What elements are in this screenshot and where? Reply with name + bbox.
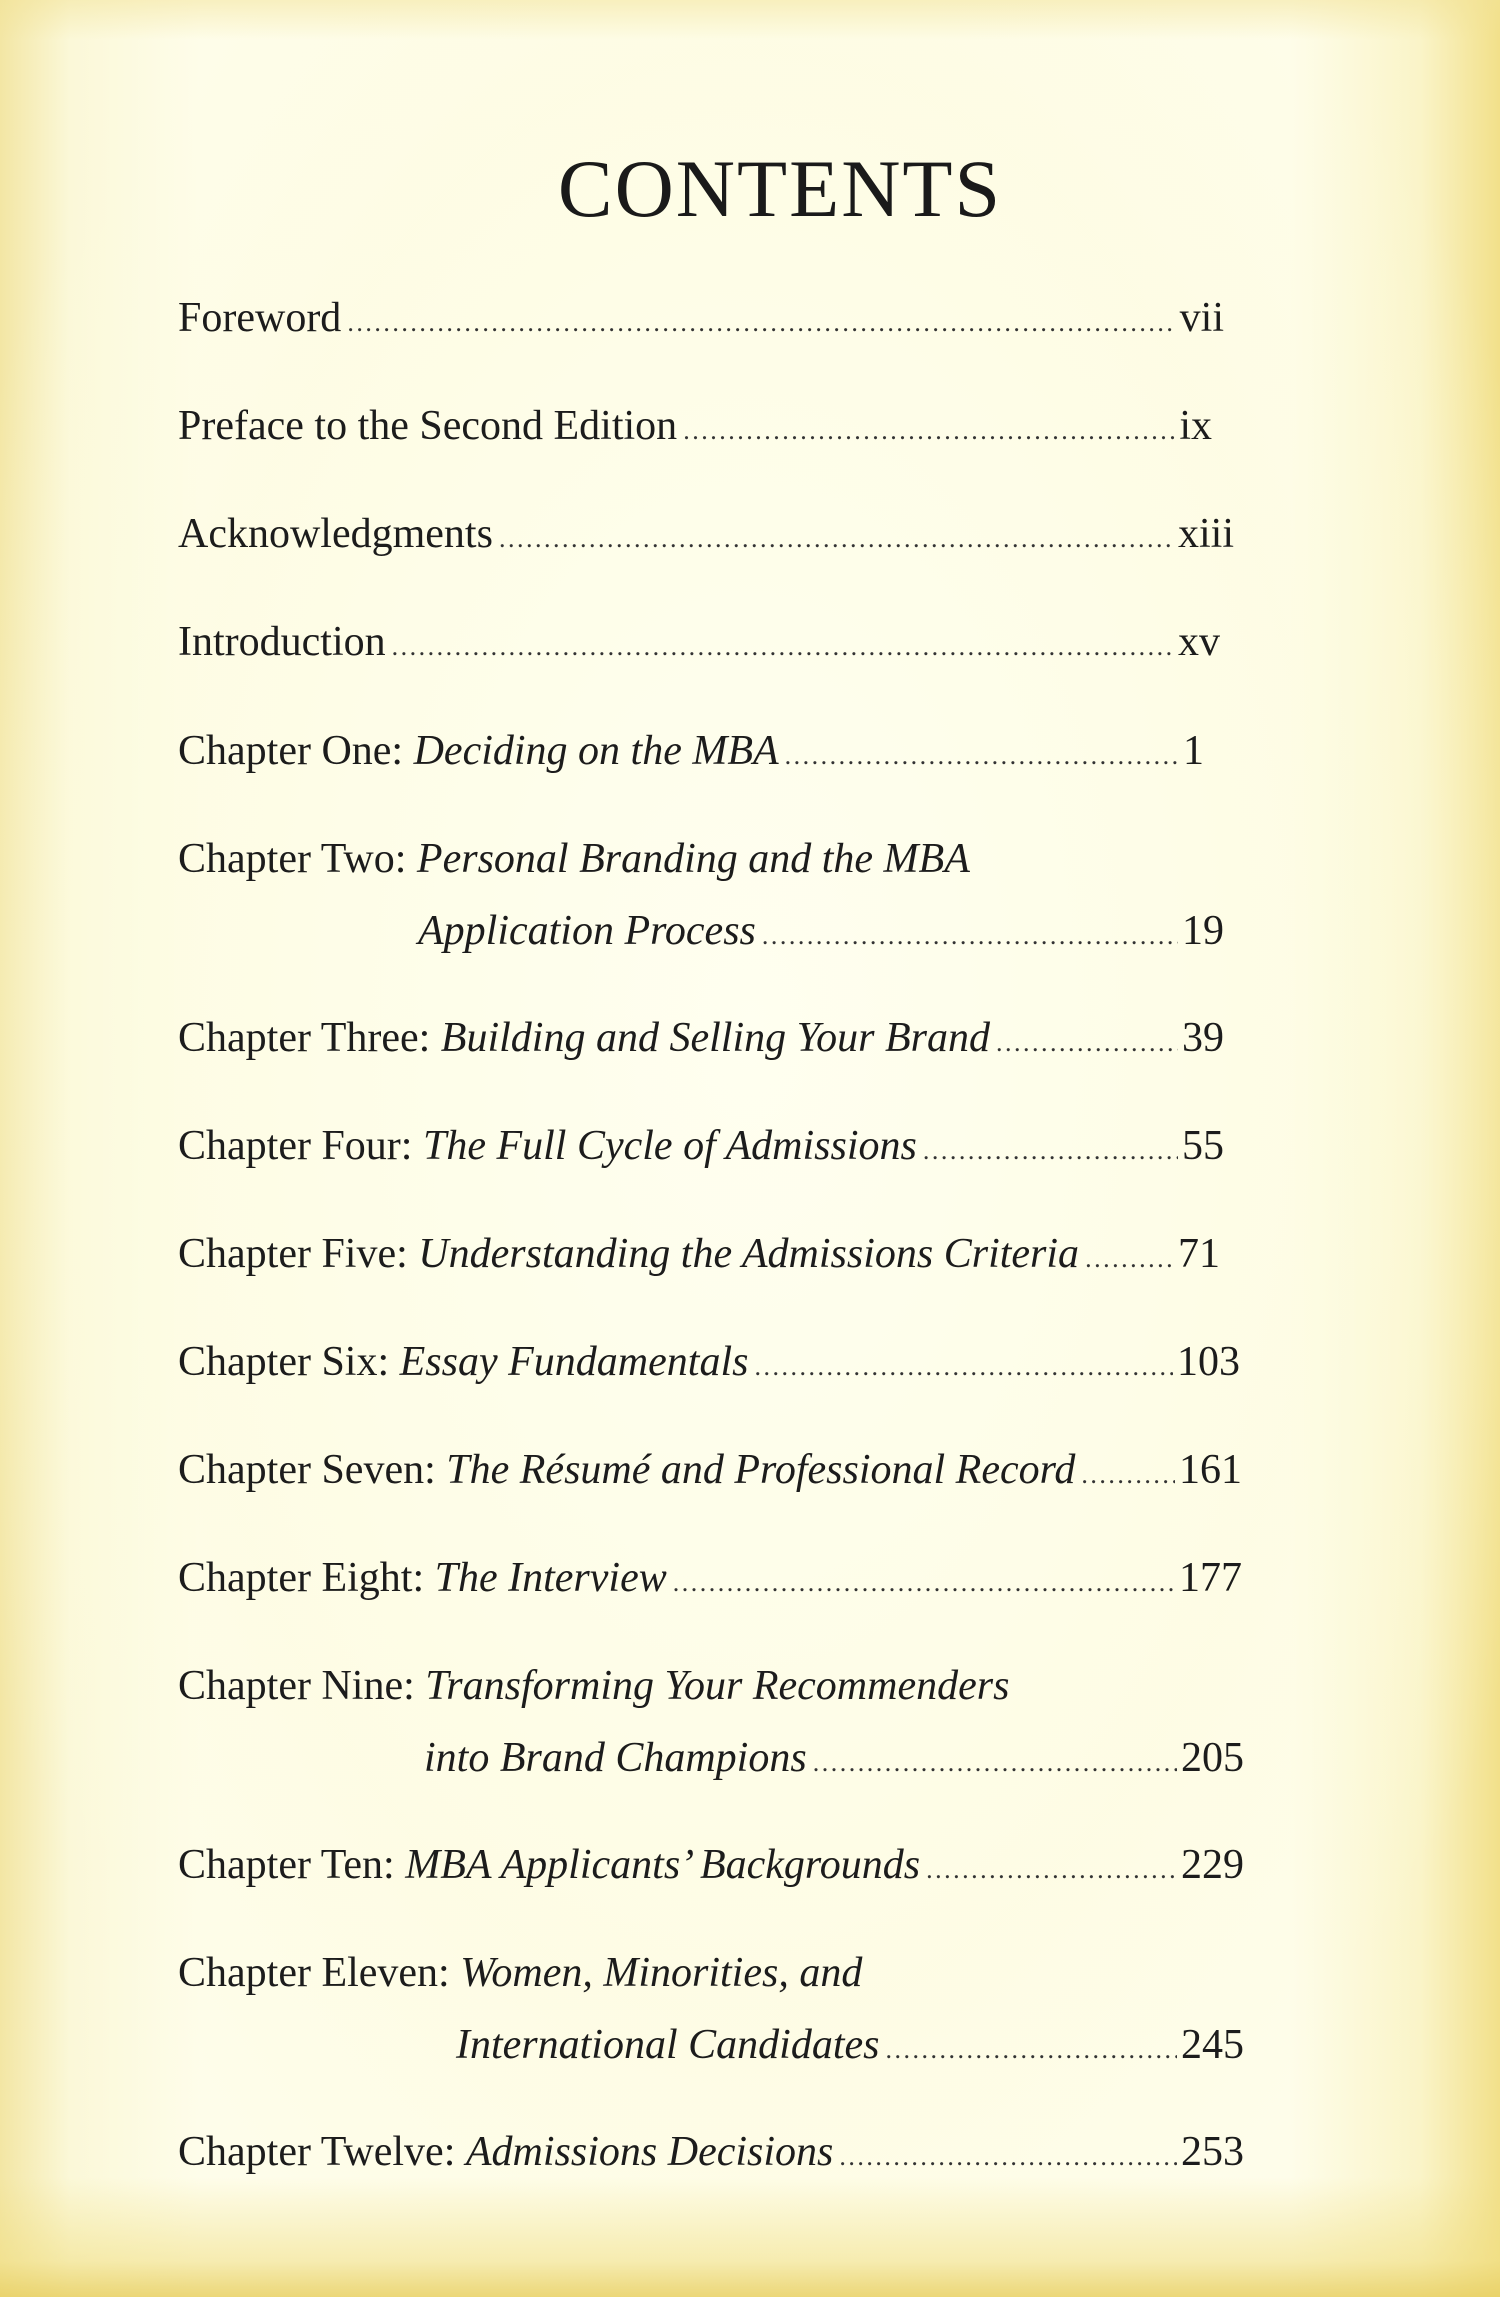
dot-leader [839,2132,1177,2182]
toc-label: Preface to the Second Edition [178,403,678,449]
toc-entry-chapter-five [178,1229,1220,1284]
dot-leader [762,911,1178,961]
toc-entry-chapter-ten [178,1840,1244,1895]
toc-page-number: ix [1179,403,1212,449]
toc-line [178,509,1234,564]
toc-chapter-title: The Interview [434,1555,667,1601]
toc-page-number: 19 [1182,908,1224,954]
toc-chapter-title: Transforming Your Recommenders [425,1663,1010,1709]
toc-entry-acknowledgments [178,509,1234,564]
toc-line [178,1121,1224,1176]
toc-page-number: 177 [1179,1555,1242,1601]
toc-line [178,1229,1220,1284]
toc-page-number: 161 [1179,1447,1242,1493]
toc-label: Chapter Three: [178,1015,441,1061]
toc-label: Chapter Two: [178,836,417,882]
toc-entry-chapter-two [178,834,1224,961]
toc-chapter-title: The Résumé and Professional Record [446,1447,1076,1493]
toc-label: Chapter Seven: [178,1447,447,1493]
toc-line [178,1013,1224,1068]
toc-label: Chapter Twelve: [178,2129,466,2175]
dot-leader [813,1738,1177,1788]
toc-entry-chapter-seven [178,1445,1242,1500]
toc-line [178,1948,1244,1998]
toc-entry-chapter-eleven [178,1948,1244,2075]
toc-chapter-title: Women, Minorities, and [460,1950,863,1996]
toc-entry-introduction [178,617,1220,672]
toc-entry-chapter-one [178,726,1204,781]
toc-chapter-title: MBA Applicants’ Backgrounds [405,1842,921,1888]
toc-chapter-title: Essay Fundamentals [399,1339,749,1385]
dot-leader [683,406,1175,456]
toc-entry-chapter-twelve [178,2127,1244,2182]
toc-chapter-title-continued: International Candidates [456,2022,880,2068]
toc-page-number: 39 [1182,1015,1224,1061]
toc-label: Chapter Nine: [178,1663,426,1709]
toc-label: Introduction [178,619,386,665]
toc-page-number: xv [1178,619,1220,665]
toc-entry-preface [178,401,1212,456]
toc-line [178,401,1212,456]
dot-leader [886,2025,1178,2075]
toc-chapter-title: Deciding on the MBA [413,728,779,774]
toc-chapter-title-continued: into Brand Champions [424,1735,807,1781]
toc-label: Chapter Five: [178,1231,419,1277]
toc-label: Chapter Eight: [178,1555,435,1601]
toc-page-number: vii [1179,295,1224,341]
toc-label: Acknowledgments [178,511,493,557]
dot-leader [996,1018,1178,1068]
toc-line [178,1553,1242,1608]
toc-chapter-title: Personal Branding and the MBA [416,836,970,882]
toc-chapter-title: The Full Cycle of Admissions [422,1123,917,1169]
toc-line [178,617,1220,672]
dot-leader [754,1342,1173,1392]
toc-line [178,1661,1244,1711]
toc-line [178,1445,1242,1500]
toc-line-continued [178,2020,1244,2075]
toc-page-number: 229 [1181,1842,1244,1888]
toc-label: Foreword [178,295,342,341]
toc-page-number: 253 [1181,2129,1244,2175]
toc-entry-chapter-six [178,1337,1240,1392]
toc-line [178,834,1224,884]
dot-leader [673,1558,1175,1608]
toc-line [178,726,1204,781]
toc-line-continued [178,1733,1244,1788]
toc-page-number: 103 [1177,1339,1240,1385]
dot-leader [1085,1234,1174,1284]
toc-label: Chapter Eleven: [178,1950,461,1996]
toc-page-number: 245 [1181,2022,1244,2068]
toc-line [178,1337,1240,1392]
toc-entry-chapter-four [178,1121,1224,1176]
toc-entry-chapter-nine [178,1661,1244,1788]
toc-entry-foreword [178,293,1224,348]
dot-leader [785,731,1179,781]
toc-label: Chapter Six: [178,1339,400,1385]
dot-leader [499,514,1174,564]
page-title: CONTENTS [557,143,1003,234]
toc-chapter-title: Building and Selling Your Brand [440,1015,990,1061]
toc-page-number: xiii [1177,511,1234,557]
dot-leader [923,1126,1178,1176]
toc-chapter-title: Understanding the Admissions Criteria [418,1231,1080,1277]
dot-leader [926,1845,1177,1895]
toc-label: Chapter Ten: [178,1842,406,1888]
toc-page-number: 205 [1181,1735,1244,1781]
toc-line [178,293,1224,348]
dot-leader [392,622,1174,672]
toc-label: Chapter One: [178,728,414,774]
toc-line [178,2127,1244,2182]
toc-label: Chapter Four: [178,1123,423,1169]
toc-page-number: 55 [1182,1123,1224,1169]
toc-line [178,1840,1244,1895]
dot-leader [1081,1450,1175,1500]
toc-entry-chapter-eight [178,1553,1242,1608]
toc-page-number: 1 [1183,728,1204,774]
toc-line-continued [178,906,1224,961]
toc-chapter-title: Admissions Decisions [465,2129,834,2175]
dot-leader [347,298,1175,348]
toc-chapter-title-continued: Application Process [418,908,756,954]
toc-entry-chapter-three [178,1013,1224,1068]
toc-page-number: 71 [1178,1231,1220,1277]
